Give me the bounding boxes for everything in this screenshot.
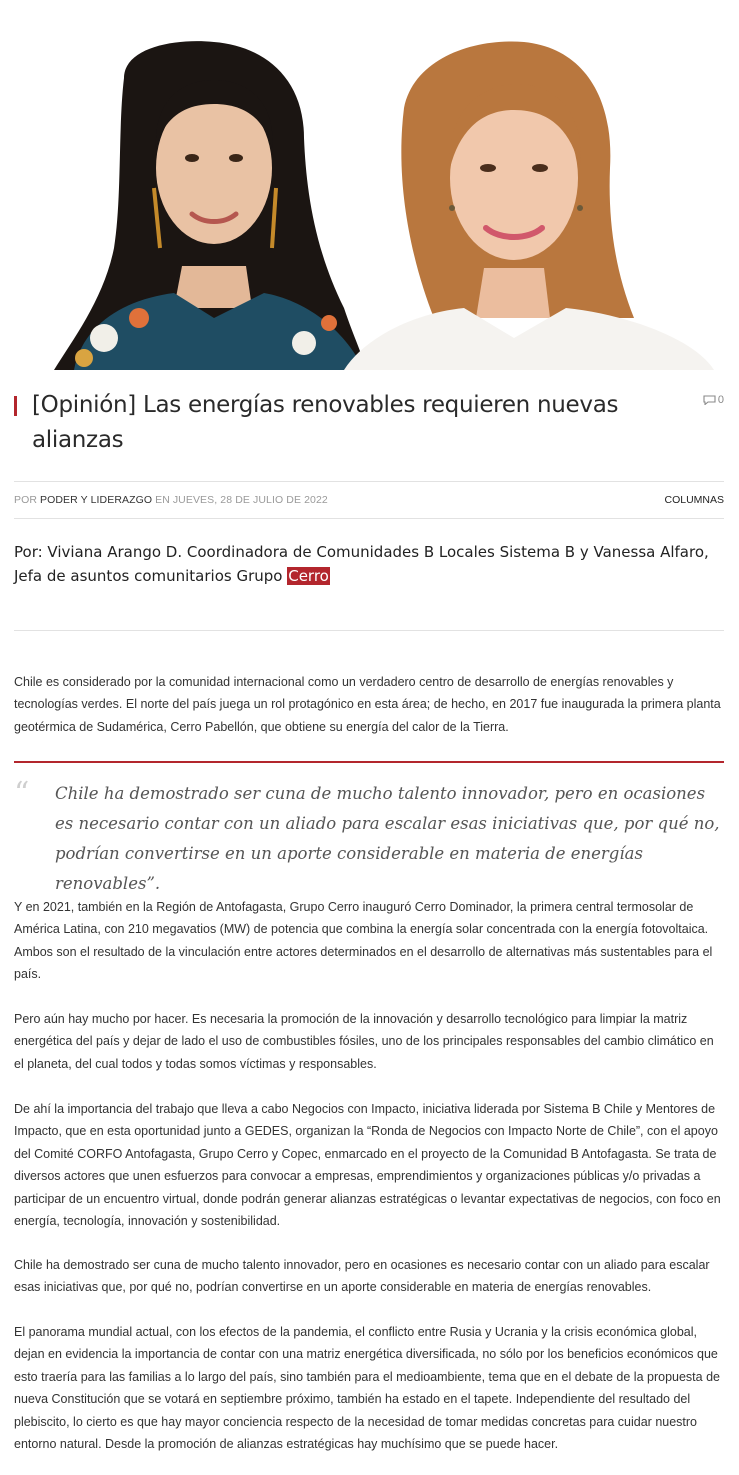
article-header (14, 388, 724, 458)
comment-count-link[interactable] (703, 394, 724, 406)
paragraph-6: El panorama mundial actual, con los efectos de la pandemia, el conflicto entre Rusia y Ucrania y la crisis económica global, dejan en evidencia la importancia de contar con una matriz energética diversificada, no sólo por los beneficios económicos que esto traería para las familias a lo largo del país, sino también para el medioambiente, tema que en el debate de la propuesta de nueva Constitución que se votará en septiembre próximo, también ha estado en el tapete. Independiente del resultado del plebiscito, lo cierto es que hay mayor conciencia respecto de la necesidad de tomar medidas concretas para cuidar nuestro entorno natural. Desde la promoción de alianzas estratégicas hay muchísimo que se puede hacer. (14, 1325, 720, 1452)
article-title: [Opinión] Las energías renovables requieren nuevas alianzas (32, 392, 619, 453)
quote-divider (14, 761, 724, 763)
pull-quote-text: Chile ha demostrado ser cuna de mucho talento innovador, pero en ocasiones es necesario contar con un aliado para escalar esas iniciativas que, por qué no, podrían convertirse en un aporte considerable en materia de energías renovables”. (55, 784, 720, 893)
paragraph-5: Chile ha demostrado ser cuna de mucho talento innovador, pero en ocasiones es necesario contar con un aliado para escalar esas iniciativas que, por qué no, podrían convertirse en un aporte considerable en materia de energías renovables. (14, 1258, 710, 1295)
author-link[interactable]: PODER Y LIDERAZGO (39, 494, 153, 506)
paragraph-3: Pero aún hay mucho por hacer. Es necesaria la promoción de la innovación y desarrollo tecnológico para limpiar la matriz energética del país y dejar de lado el uso de combustibles fósiles, uno de los principales responsables del cambio climático en el planeta, del cual todos y todas somos víctimas y responsables. (14, 1012, 714, 1071)
quote-mark-icon: “ (14, 776, 30, 811)
hero-image (14, 18, 724, 370)
comment-count: 0 (717, 394, 724, 406)
comment-icon (703, 395, 716, 405)
byline-text: Por: Viviana Arango D. Coordinadora de Comunidades B Locales Sistema B y Vanessa Alfaro, Jefa de asuntos comunitarios Grupo (14, 543, 709, 585)
pull-quote (14, 776, 724, 899)
byline-highlight: Cerro (288, 567, 329, 585)
meta-in-label: EN (155, 494, 170, 506)
paragraph-4: De ahí la importancia del trabajo que lleva a cabo Negocios con Impacto, iniciativa liderada por Sistema B Chile y Mentores de Impacto, que en esta oportunidad junto a GEDES, organizan la “Ronda de Negocios con Impacto Norte de Chile”, con el apoyo del Comité CORFO Antofagasta, Grupo Cerro y Copec, enmarcado en el proyecto de la Comunidad B Antofagasta. Se trata de diversos actores que unen esfuerzos para convocar a empresas, emprendimientos y organizaciones públicas y/o privadas a participar de un encuentro virtual, donde podrán generar alianzas estratégicas o levantar expectativas de negocios, con foco en energía, tecnología, innovación y sostenibilidad. (14, 1102, 721, 1229)
category-link[interactable]: COLUMNAS (664, 494, 724, 506)
paragraph-2: Y en 2021, también en la Región de Antofagasta, Grupo Cerro inauguró Cerro Dominador, la primera central termosolar de América Latina, con 210 megavatios (MW) de potencia que combina la energía solar concentrada con la energía fotovoltaica. Ambos son el resultado de la vinculación entre actores determinados en el desarrollo de alternativas más sustentables para el país. (14, 900, 713, 982)
paragraph-1: Chile es considerado por la comunidad internacional como un verdadero centro de desarrollo de energías renovables y tecnologías verdes. El norte del país juega un rol protagónico en esta área; de hecho, en 2017 fue inaugurada la primera planta geotérmica de Sudamérica, Cerro Pabellón, que obtiene su energía del calor de la Tierra. (14, 675, 721, 734)
meta-by-label: POR (14, 494, 38, 506)
article-byline (14, 540, 724, 588)
publish-date: JUEVES, 28 DE JULIO DE 2022 (172, 494, 328, 506)
divider (14, 630, 724, 631)
article-meta (14, 481, 724, 519)
title-accent-bar (14, 396, 17, 416)
